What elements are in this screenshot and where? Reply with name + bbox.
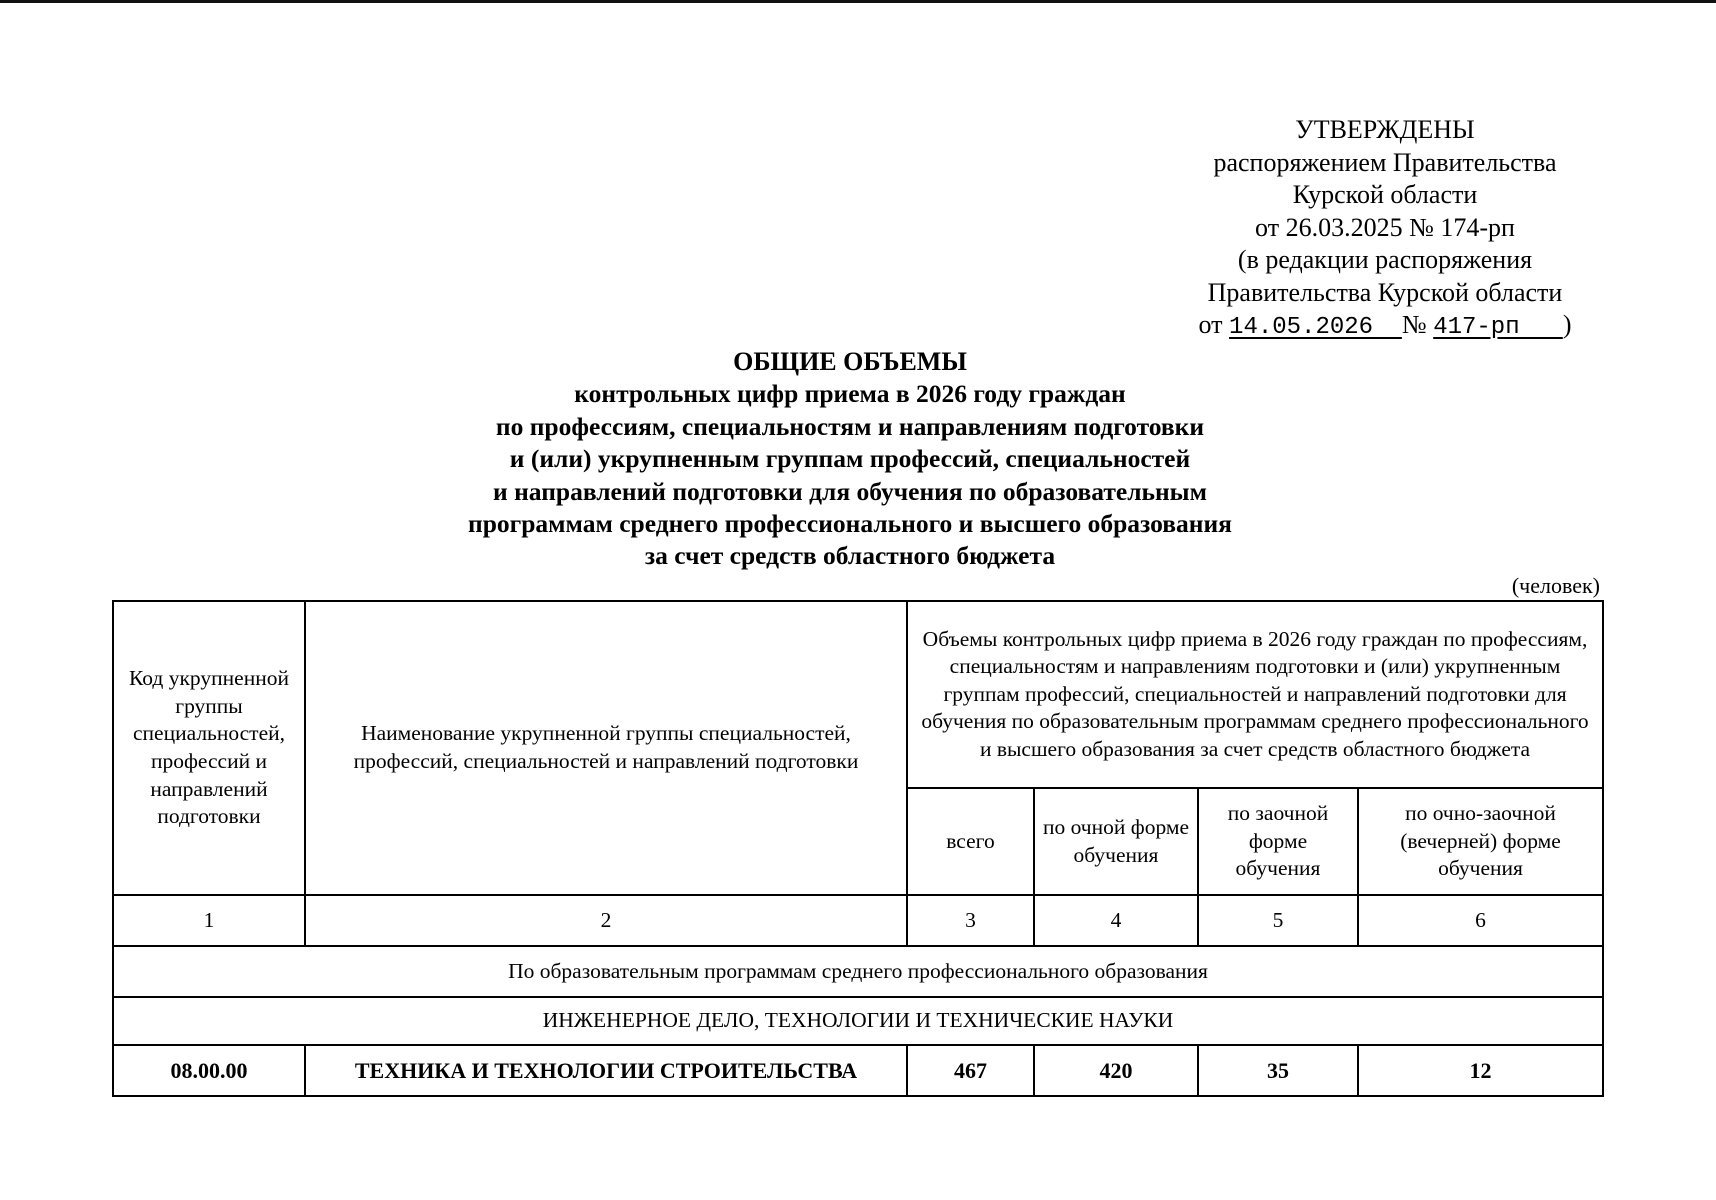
title-line-7: за счет средств областного бюджета — [644, 541, 1056, 571]
header-evening: по очно-заочной (вечерней) форме обучения — [1358, 788, 1603, 895]
approval-from-prefix: от — [1198, 310, 1223, 339]
header-parttime: по заочной форме обучения — [1198, 788, 1358, 895]
approval-line-7 — [1175, 309, 1595, 345]
table-header-row — [113, 601, 1603, 788]
title-line-4: и (или) укрупненным группам профессий, специальностей — [509, 444, 1191, 474]
approval-stamp — [1175, 114, 1595, 345]
header-total: всего — [907, 788, 1034, 895]
header-volumes: Объемы контрольных цифр приема в 2026 году граждан по профессиям, специальностям и направлениям подготовки и (или) укрупненным группам профессий, специальностей и направлений подготовки для обучения по образовательным программам среднего профессионального и высшего образования за счет средств областного бюджета — [907, 601, 1603, 788]
column-number: 4 — [1034, 895, 1198, 946]
header-name: Наименование укрупненной группы специальностей, профессий, специальностей и направлений подготовки — [305, 601, 907, 895]
column-number: 6 — [1358, 895, 1603, 946]
column-number: 2 — [305, 895, 907, 946]
cell-evening: 12 — [1358, 1045, 1603, 1096]
title-line-3: по профессиям, специальностям и направлениям подготовки — [495, 411, 1205, 441]
approval-close-paren: ) — [1562, 310, 1572, 339]
approval-line-1: УТВЕРЖДЕНЫ — [1295, 115, 1475, 144]
section-row — [113, 946, 1603, 997]
cell-fulltime: 420 — [1034, 1045, 1198, 1096]
column-number-row — [113, 895, 1603, 946]
group-row — [113, 997, 1603, 1045]
cell-name: ТЕХНИКА И ТЕХНОЛОГИИ СТРОИТЕЛЬСТВА — [305, 1045, 907, 1096]
approval-number-fill: 417-рп — [1433, 314, 1563, 341]
approval-line-2: распоряжением Правительства — [1213, 147, 1557, 177]
header-code: Код укрупненной группы специальностей, профессий и направлений подготовки — [113, 601, 305, 895]
approval-date-fill: 14.05.2026 — [1229, 314, 1402, 341]
approval-line-5: (в редакции распоряжения — [1237, 245, 1533, 274]
column-number: 1 — [113, 895, 305, 946]
cell-code: 08.00.00 — [113, 1045, 305, 1096]
unit-label: (человек) — [1511, 573, 1600, 598]
cell-total: 467 — [907, 1045, 1034, 1096]
column-number: 3 — [907, 895, 1034, 946]
admission-volumes-table — [112, 600, 1604, 1097]
title-line-5: и направлений подготовки для обучения по образовательным — [493, 476, 1207, 506]
approval-line-6: Правительства Курской области — [1207, 277, 1563, 307]
group-title: ИНЖЕНЕРНОЕ ДЕЛО, ТЕХНОЛОГИИ И ТЕХНИЧЕСКИЕ НАУКИ — [113, 997, 1603, 1045]
title-line-2: контрольных цифр приема в 2026 году граждан — [574, 379, 1126, 409]
approval-line-4: от 26.03.2025 № 174-рп — [1255, 212, 1515, 242]
scan-top-edge — [0, 0, 1716, 3]
approval-number-sign: № — [1401, 310, 1427, 339]
title-line-6: программам среднего профессионального и высшего образования — [468, 509, 1232, 539]
section-title: По образовательным программам среднего профессионального образования — [113, 946, 1603, 997]
cell-parttime: 35 — [1198, 1045, 1358, 1096]
approval-line-3: Курской области — [1292, 180, 1478, 209]
header-fulltime: по очной форме обучения — [1034, 788, 1198, 895]
title-line-1: ОБЩИЕ ОБЪЕМЫ — [733, 347, 967, 376]
table-row — [113, 1045, 1603, 1096]
column-number: 5 — [1198, 895, 1358, 946]
document-title — [380, 346, 1320, 573]
